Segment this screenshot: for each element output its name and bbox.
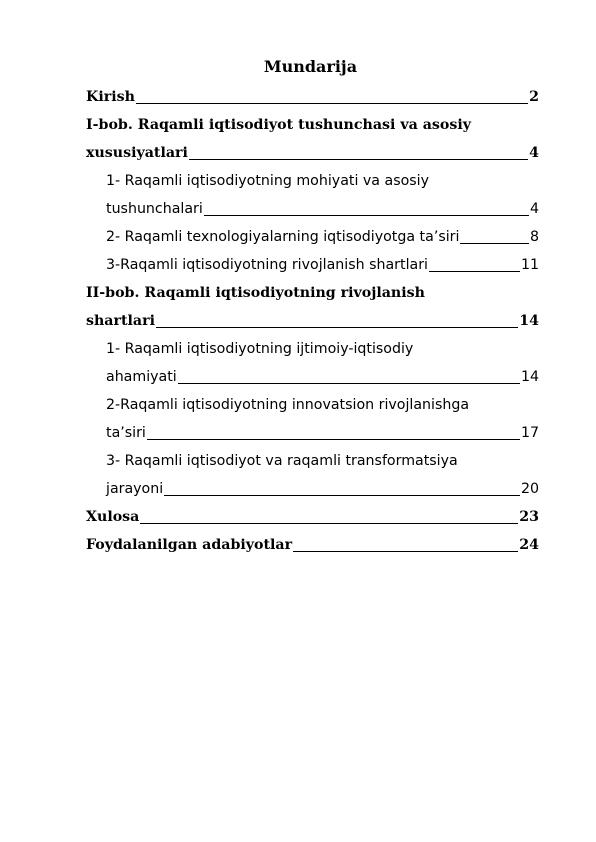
toc-page-number: 11 bbox=[520, 257, 539, 273]
toc-entry-section-2-2 bbox=[106, 391, 539, 447]
toc-title: Mundarija bbox=[263, 57, 358, 76]
toc-entry-text: I-bob. Raqamli iqtisodiyot tushunchasi va asosiy bbox=[86, 117, 471, 133]
toc-entry-text-cont: tushunchalari bbox=[106, 201, 203, 217]
toc-entry-section-2-1 bbox=[106, 335, 539, 391]
table-of-contents bbox=[86, 55, 539, 559]
toc-entry-text: 2-Raqamli iqtisodiyotning innovatsion rivojlanishga bbox=[106, 397, 470, 413]
dot-leader bbox=[164, 495, 520, 496]
toc-entry-references bbox=[86, 531, 539, 559]
dot-leader bbox=[136, 103, 528, 104]
dot-leader bbox=[156, 327, 518, 328]
toc-entry-text: Xulosa bbox=[86, 509, 140, 525]
toc-entry-section-2-3 bbox=[106, 447, 539, 503]
toc-page-number: 20 bbox=[520, 481, 539, 497]
toc-entry-text: 2- Raqamli texnologiyalarning iqtisodiyotga ta’siri bbox=[106, 229, 460, 245]
dot-leader bbox=[460, 243, 529, 244]
toc-entry-text: II-bob. Raqamli iqtisodiyotning rivojlanish bbox=[86, 285, 425, 301]
toc-page-number: 4 bbox=[529, 201, 539, 217]
toc-entry-text: 3- Raqamli iqtisodiyot va raqamli transformatsiya bbox=[106, 453, 458, 469]
toc-entry-text-cont: jarayoni bbox=[106, 481, 164, 497]
dot-leader bbox=[293, 551, 518, 552]
toc-entry-xulosa bbox=[86, 503, 539, 531]
toc-page-number: 17 bbox=[520, 425, 539, 441]
toc-entry-text-cont: ahamiyati bbox=[106, 369, 177, 385]
dot-leader bbox=[189, 159, 528, 160]
toc-entry-text-cont: ta’siri bbox=[106, 425, 146, 441]
toc-entry-text-cont: shartlari bbox=[86, 313, 155, 329]
toc-page-number: 14 bbox=[519, 313, 539, 329]
dot-leader bbox=[147, 439, 520, 440]
toc-page-number: 14 bbox=[520, 369, 539, 385]
dot-leader bbox=[204, 215, 529, 216]
toc-entry-text: 3-Raqamli iqtisodiyotning rivojlanish shartlari bbox=[106, 257, 428, 273]
toc-entry-section-1-2 bbox=[106, 223, 539, 251]
toc-entry-chapter-1 bbox=[86, 111, 539, 167]
toc-entry-text: 1- Raqamli iqtisodiyotning ijtimoiy-iqtisodiy bbox=[106, 341, 414, 357]
toc-page-number: 24 bbox=[519, 537, 539, 553]
toc-entry-kirish bbox=[86, 83, 539, 111]
toc-page-number: 23 bbox=[519, 509, 539, 525]
toc-entry-text: Foydalanilgan adabiyotlar bbox=[86, 537, 293, 553]
toc-page-number: 2 bbox=[529, 89, 539, 105]
toc-entry-text-cont: xususiyatlari bbox=[86, 145, 188, 161]
toc-page-number: 4 bbox=[529, 145, 539, 161]
toc-entry-text: Kirish bbox=[86, 89, 135, 105]
toc-page-number: 8 bbox=[529, 229, 539, 245]
toc-entry-section-1-1 bbox=[106, 167, 539, 223]
toc-entry-text: 1- Raqamli iqtisodiyotning mohiyati va asosiy bbox=[106, 173, 429, 189]
dot-leader bbox=[140, 523, 518, 524]
toc-entry-chapter-2 bbox=[86, 279, 539, 335]
dot-leader bbox=[429, 271, 520, 272]
toc-entry-section-1-3 bbox=[106, 251, 539, 279]
dot-leader bbox=[178, 383, 520, 384]
